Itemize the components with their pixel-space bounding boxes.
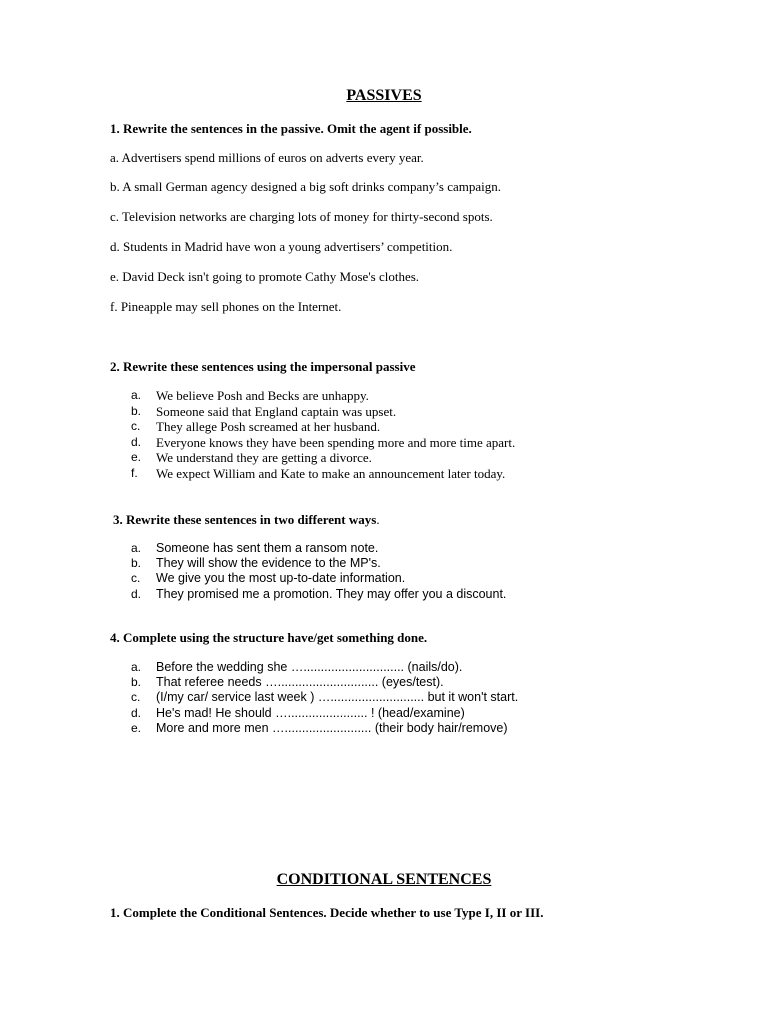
list-marker: d.	[131, 435, 142, 449]
list-item-text: They will show the evidence to the MP's.	[156, 556, 381, 570]
list-marker: d.	[131, 587, 142, 601]
section-1-item-e: e. David Deck isn't going to promote Cathy Mose's clothes.	[110, 269, 420, 284]
section-2-heading: 2. Rewrite these sentences using the impersonal passive	[110, 359, 416, 374]
passives-title: PASSIVES	[346, 87, 422, 104]
list-item-text: Someone has sent them a ransom note.	[156, 541, 379, 555]
list-item-text: Before the wedding she …............................. (nails/do).	[156, 660, 463, 674]
list-item-text: He's mad! He should …....................... ! (head/examine)	[156, 706, 465, 720]
list-item-text: We expect William and Kate to make an announcement later today.	[156, 466, 506, 481]
section-1-heading: 1. Rewrite the sentences in the passive. Omit the agent if possible.	[110, 121, 472, 136]
section-3-heading	[113, 512, 380, 528]
list-marker: a.	[131, 660, 142, 674]
section-4-heading: 4. Complete using the structure have/get something done.	[110, 630, 428, 645]
section-1-item-f: f. Pineapple may sell phones on the Internet.	[110, 299, 342, 314]
list-item-text: Someone said that England captain was upset.	[156, 404, 397, 419]
list-marker: a.	[131, 541, 142, 555]
section-3-heading-text: 3. Rewrite these sentences in two different ways	[113, 512, 377, 527]
list-marker: b.	[131, 556, 142, 570]
conditionals-title: CONDITIONAL SENTENCES	[276, 871, 492, 888]
list-item-text: We believe Posh and Becks are unhappy.	[156, 388, 369, 403]
list-marker: d.	[131, 706, 142, 720]
list-item-text: We give you the most up-to-date information.	[156, 571, 406, 585]
list-item-text: We understand they are getting a divorce.	[156, 450, 372, 465]
section-1-item-d: d. Students in Madrid have won a young advertisers’ competition.	[110, 239, 453, 254]
list-marker: a.	[131, 388, 142, 402]
section-1-item-b: b. A small German agency designed a big soft drinks company’s campaign.	[110, 179, 501, 194]
list-item-text: That referee needs …............................. (eyes/test).	[156, 675, 444, 689]
conditionals-section-1-heading: 1. Complete the Conditional Sentences. Decide whether to use Type I, II or III.	[110, 905, 544, 920]
list-marker: c.	[131, 419, 141, 433]
section-3-heading-period: .	[376, 512, 380, 527]
section-1-item-a: a. Advertisers spend millions of euros on adverts every year.	[110, 150, 424, 165]
list-item-text: (I/my car/ service last week ) …........................... but it won't start.	[156, 690, 519, 704]
list-marker: c.	[131, 571, 141, 585]
list-marker: e.	[131, 450, 142, 464]
list-item-text: Everyone knows they have been spending more and more time apart.	[156, 435, 516, 450]
list-marker: c.	[131, 690, 141, 704]
list-item-text: More and more men …......................... (their body hair/remove)	[156, 721, 508, 735]
list-marker: f.	[131, 466, 138, 480]
list-item-text: They allege Posh screamed at her husband.	[156, 419, 381, 434]
section-1-item-c: c. Television networks are charging lots of money for thirty-second spots.	[110, 209, 493, 224]
list-item-text: They promised me a promotion. They may offer you a discount.	[156, 587, 507, 601]
list-marker: e.	[131, 721, 142, 735]
list-marker: b.	[131, 404, 142, 418]
list-marker: b.	[131, 675, 142, 689]
